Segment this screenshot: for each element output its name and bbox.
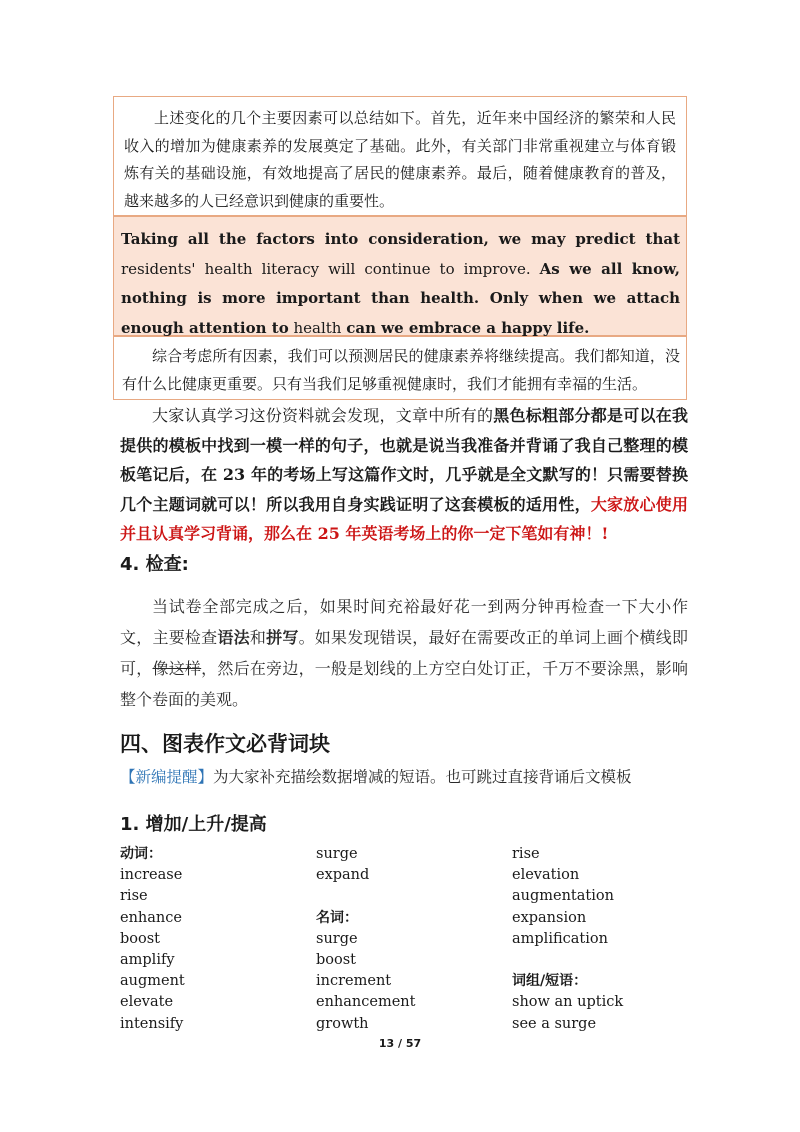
vocab-item: amplify <box>120 951 175 968</box>
vocab-item: amplification <box>512 930 608 947</box>
check-text-and: 和 <box>249 628 267 647</box>
note-text-a: 大家认真学习这份资料就会发现，文章中所有的 <box>152 406 494 425</box>
english-normal-2: health <box>288 318 347 337</box>
vocab-item: show an uptick <box>512 994 624 1011</box>
page-number: 13 / 57 <box>378 1037 422 1050</box>
check-text-spelling: 拼写 <box>266 628 299 647</box>
vocab-item: rise <box>120 888 148 905</box>
check-text-strikethrough: 像这样 <box>152 659 202 678</box>
check-text-a: 当试卷全部完成之后，如果时间充裕最好花一到两分钟再检查一下大小作文，主要检查 <box>120 597 688 647</box>
vocab-item: intensify <box>120 1015 184 1032</box>
vocab-item: expand <box>316 867 370 884</box>
vocab-item: enhance <box>120 909 182 926</box>
note-paragraph <box>120 401 688 549</box>
vocab-item: enhancement <box>316 994 416 1011</box>
phrase-heading: 词组/短语： <box>512 973 588 990</box>
english-bold-1: Taking all the factors into consideration, we may predict that <box>121 230 680 248</box>
note-text-c: ，也就是说当我准备并背诵了我自己整理的模板笔记后， <box>120 435 688 484</box>
english-paragraph-box <box>113 216 687 336</box>
vocab-column-1 <box>120 844 185 1035</box>
vocab-item: surge <box>316 846 358 862</box>
tip-line <box>120 765 632 787</box>
vocab-item: see a surge <box>512 1015 597 1032</box>
check-text-grammar: 语法 <box>217 628 250 647</box>
chinese-paragraph-text: 上述变化的几个主要因素可以总结如下。首先，近年来中国经济的繁荣和人民收入的增加为健康素养的发展奠定了基础。此外，有关部门非常重视建立与体育锻炼有关的基础设施，有效地提高了居民的健康素养。最后，随着健康教育的普及，越来越多的人已经意识到健康的重要性。 <box>124 109 676 210</box>
chinese-translation-text: 综合考虑所有因素，我们可以预测居民的健康素养将继续提高。我们都知道，没有什么比健康更重要。只有当我们足够重视健康时，我们才能拥有幸福的生活。 <box>122 347 680 393</box>
vocab-item: surge <box>316 930 358 947</box>
subsection-1-heading: 1. 增加/上升/提高 <box>120 814 267 835</box>
chart-essay-heading: 四、图表作文必背词块 <box>120 732 330 756</box>
vocab-column-3 <box>512 844 623 1035</box>
vocab-item: elevation <box>512 867 580 884</box>
check-paragraph <box>120 591 688 715</box>
english-normal-1: residents' health literacy will continue to improve. <box>121 259 540 278</box>
vocab-item: boost <box>120 930 161 947</box>
note-text-d: 在 23 年的考场上写这篇作文时，几乎就是全文默写的！只需要替换几个主题词就可以！所以我用自身实践证明了这套模板的适用性， <box>120 465 688 514</box>
note-text-e: 大家放心使用并且认真学习背诵，那么在 25 年英语考场上的你一定下笔如有神！! <box>120 494 688 543</box>
vocab-item: increment <box>316 973 392 990</box>
vocab-item: rise <box>512 846 540 862</box>
tip-tag: 【新编提醒】 <box>120 768 214 786</box>
vocab-item: augmentation <box>512 888 614 905</box>
vocab-item: augment <box>120 973 185 990</box>
chinese-paragraph-box <box>113 96 687 216</box>
section-4-heading: 4. 检查: <box>120 554 189 575</box>
vocab-column-2 <box>316 844 415 1035</box>
english-bold-2: As we all know, nothing is more important than health. Only when we attach enough attention to <box>121 259 680 337</box>
check-text-g: ，然后在旁边，一般是划线的上方空白处订正，千万不要涂黑，影响整个卷面的美观。 <box>120 659 688 709</box>
chinese-translation-box <box>113 336 687 400</box>
vocab-item: boost <box>316 951 357 968</box>
tip-text: 为大家补充描绘数据增减的短语。也可跳过直接背诵后文模板 <box>213 768 632 786</box>
note-text-b: 黑色标粗部分都是可以在我提供的模板中找到一模一样的句子 <box>120 406 688 455</box>
vocab-item: increase <box>120 867 183 884</box>
vocab-item: elevate <box>120 994 174 1011</box>
vocab-item: growth <box>316 1015 369 1032</box>
vocab-item: expansion <box>512 909 587 926</box>
verb-heading: 动词： <box>120 846 162 862</box>
check-text-e: 。如果发现错误，最好在需要改正的单词上画个横线即可， <box>120 628 688 678</box>
noun-heading: 名词： <box>316 909 358 926</box>
english-bold-3: can we embrace a happy life. <box>346 318 590 337</box>
